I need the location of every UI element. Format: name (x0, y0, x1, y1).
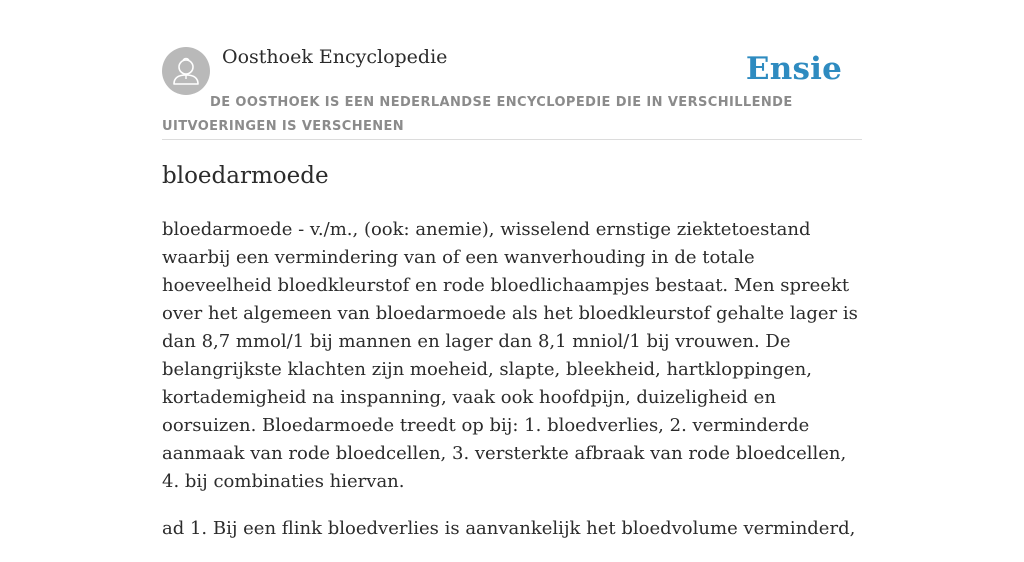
article-body (162, 216, 862, 562)
brand-logo[interactable]: Ensie (745, 51, 842, 87)
page (162, 0, 862, 539)
site-tagline: DE OOSTHOEK IS EEN NEDERLANDSE ENCYCLOPEDIE DIE IN VERSCHILLENDE UITVOERINGEN IS VERSCHENEN (162, 95, 793, 134)
article-paragraph: bloedarmoede - v./m., (ook: anemie), wisselend ernstige ziektetoestand waarbij een vermindering van of een wanverhouding in de totale hoeveelheid bloedkleurstof en rode bloedlichaampjes bestaat. Men spreekt over het algemeen van bloedarmoede als het bloedkleurstof gehalte lager is dan 8,7 mmol/1 bij mannen en lager dan 8,1 mniol/1 bij vrouwen. De belangrijkste klachten zijn moeheid, slapte, bleekheid, hartkloppingen, kortademigheid na inspanning, vaak ook hoofdpijn, duizeligheid en oorsuizen. Bloedarmoede treedt op bij: 1. bloedverlies, 2. verminderde aanmaak van rode bloedcellen, 3. versterkte afbraak van rode bloedcellen, 4. bij combinaties hiervan. (162, 219, 858, 492)
site-name[interactable]: Oosthoek Encyclopedie (222, 46, 448, 68)
article-title: bloedarmoede (162, 163, 329, 189)
site-header (162, 0, 862, 140)
article-paragraph: ad 1. Bij een flink bloedverlies is aanvankelijk het bloedvolume verminderd, (162, 518, 856, 539)
user-avatar-icon[interactable] (162, 47, 210, 95)
